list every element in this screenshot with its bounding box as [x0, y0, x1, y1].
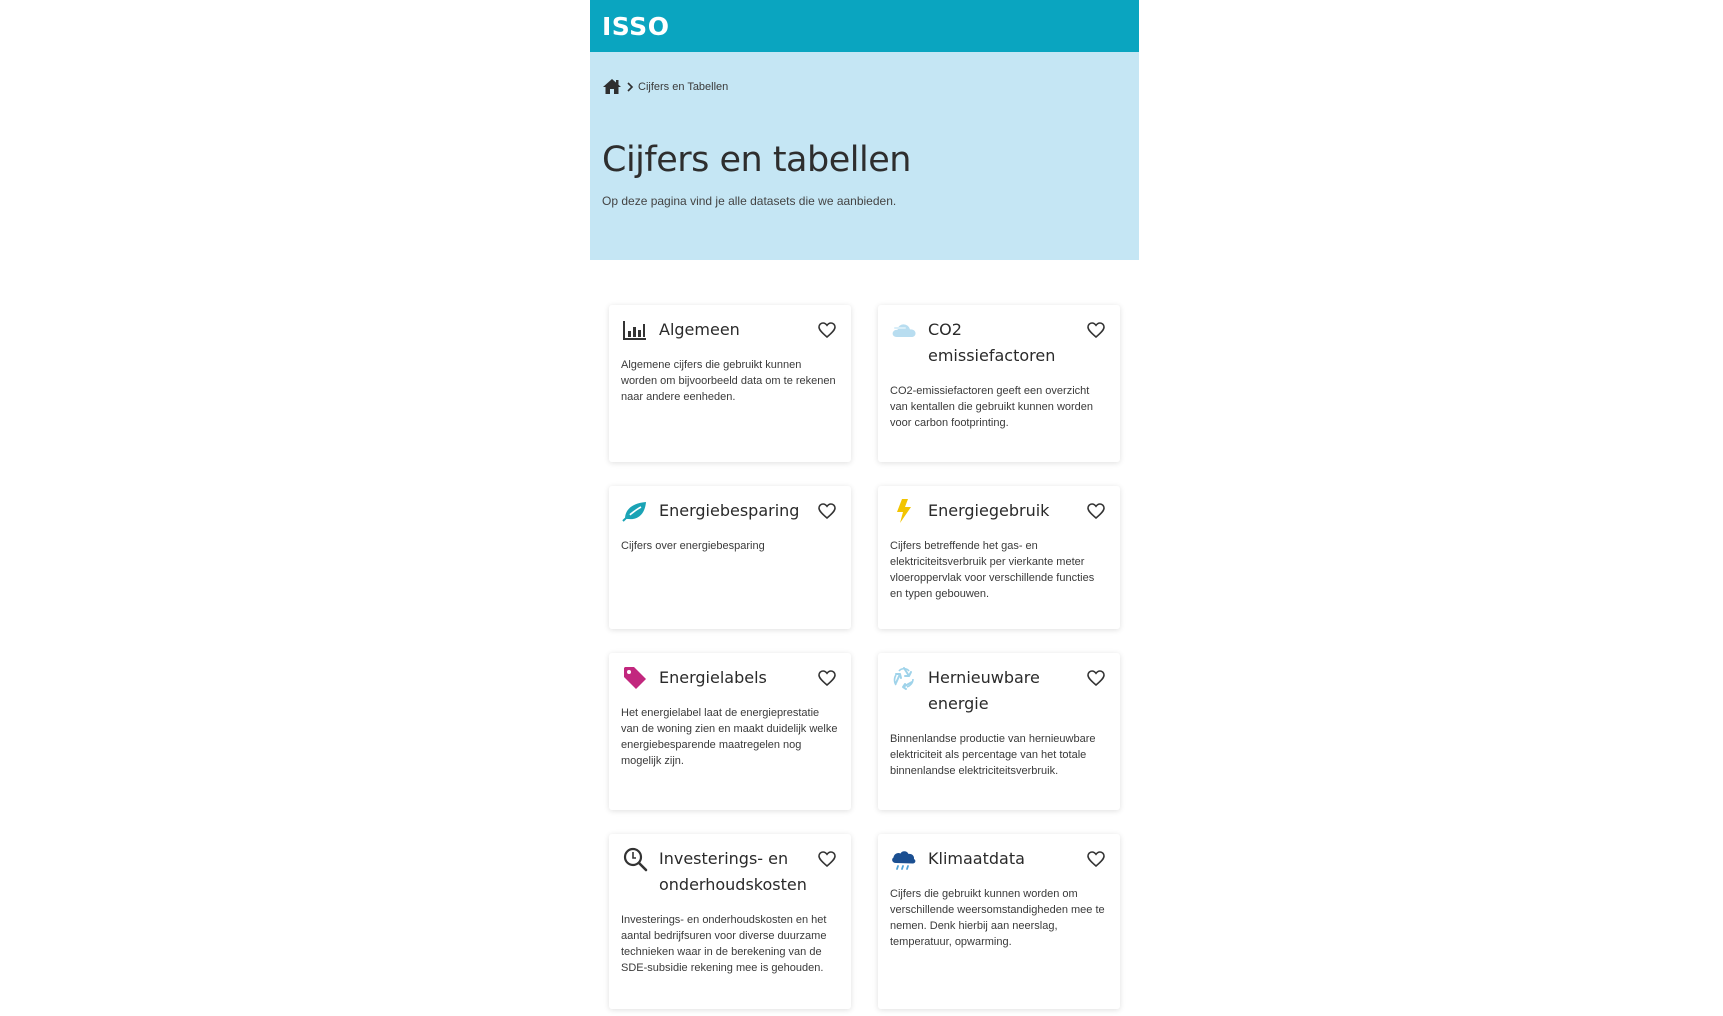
card-description: Cijfers over energiebesparing — [621, 540, 765, 552]
card-description: Algemene cijfers die gebruikt kunnen worden om bijvoorbeeld data om te rekenen naar andere eenheden. — [621, 359, 836, 403]
heart-icon[interactable] — [817, 850, 837, 868]
page-subtitle: Op deze pagina vind je alle datasets die we aanbieden. — [602, 194, 897, 208]
card-title: Investerings- en onderhoudskosten — [659, 849, 807, 894]
dataset-card-co2-emissiefactoren[interactable] — [878, 305, 1120, 462]
chevron-right-icon — [626, 82, 634, 92]
heart-icon[interactable] — [1086, 502, 1106, 520]
card-description: Cijfers die gebruikt kunnen worden om verschillende weersomstandigheden mee te nemen. Denk hierbij aan neerslag, temperatuur, opwarming. — [890, 888, 1105, 948]
card-title: Energiebesparing — [659, 501, 800, 520]
heart-icon[interactable] — [1086, 850, 1106, 868]
card-title: Klimaatdata — [928, 849, 1025, 868]
heart-icon[interactable] — [1086, 669, 1106, 687]
cloud-icon — [890, 317, 918, 343]
heart-icon[interactable] — [817, 321, 837, 339]
isso-logo[interactable]: ISSO — [602, 11, 670, 41]
mobile-page — [590, 0, 1139, 1016]
lightning-icon — [890, 498, 918, 524]
card-title: Hernieuwbare energie — [928, 668, 1040, 713]
card-description: Het energielabel laat de energieprestatie van de woning zien en maakt duidelijk welke energiebesparende maatregelen nog mogelijk zijn. — [621, 707, 838, 767]
heart-icon[interactable] — [817, 502, 837, 520]
dataset-card-energiegebruik[interactable] — [878, 486, 1120, 629]
leaf-icon — [621, 498, 649, 524]
bar-chart-icon — [621, 317, 649, 343]
dataset-grid — [609, 305, 1120, 1009]
page-title: Cijfers en tabellen — [602, 140, 911, 180]
card-description: Investerings- en onderhoudskosten en het aantal bedrijfsuren voor diverse duurzame technieken waar in de berekening van de SDE-subsidie rekening mee is gehouden. — [621, 914, 827, 974]
dataset-card-algemeen[interactable] — [609, 305, 851, 462]
top-bar — [590, 0, 1139, 52]
hero-section — [590, 52, 1139, 260]
card-title: Energiegebruik — [928, 501, 1050, 520]
home-icon[interactable] — [602, 78, 622, 95]
weather-icon — [890, 846, 918, 872]
dataset-card-hernieuwbare-energie[interactable] — [878, 653, 1120, 810]
card-description: Binnenlandse productie van hernieuwbare elektriciteit als percentage van het totale binnenlandse elektriciteitsverbruik. — [890, 733, 1096, 777]
recycle-icon — [890, 665, 918, 691]
magnifier-icon — [621, 846, 649, 872]
dataset-card-energiebesparing[interactable] — [609, 486, 851, 629]
dataset-card-investerings-en-onderhoudskosten[interactable] — [609, 834, 851, 1009]
card-title: CO2 emissiefactoren — [928, 320, 1056, 365]
card-title: Energielabels — [659, 668, 767, 687]
card-title: Algemeen — [659, 320, 740, 339]
breadcrumb-current: Cijfers en Tabellen — [638, 80, 729, 93]
card-description: Cijfers betreffende het gas- en elektriciteitsverbruik per vierkante meter vloeroppervlak voor verschillende functies en typen gebouwen. — [890, 540, 1095, 600]
heart-icon[interactable] — [817, 669, 837, 687]
breadcrumb — [602, 78, 728, 95]
tag-icon — [621, 665, 649, 691]
dataset-card-energielabels[interactable] — [609, 653, 851, 810]
dataset-card-klimaatdata[interactable] — [878, 834, 1120, 1009]
heart-icon[interactable] — [1086, 321, 1106, 339]
card-description: CO2-emissiefactoren geeft een overzicht van kentallen die gebruikt kunnen worden voor carbon footprinting. — [890, 385, 1094, 429]
